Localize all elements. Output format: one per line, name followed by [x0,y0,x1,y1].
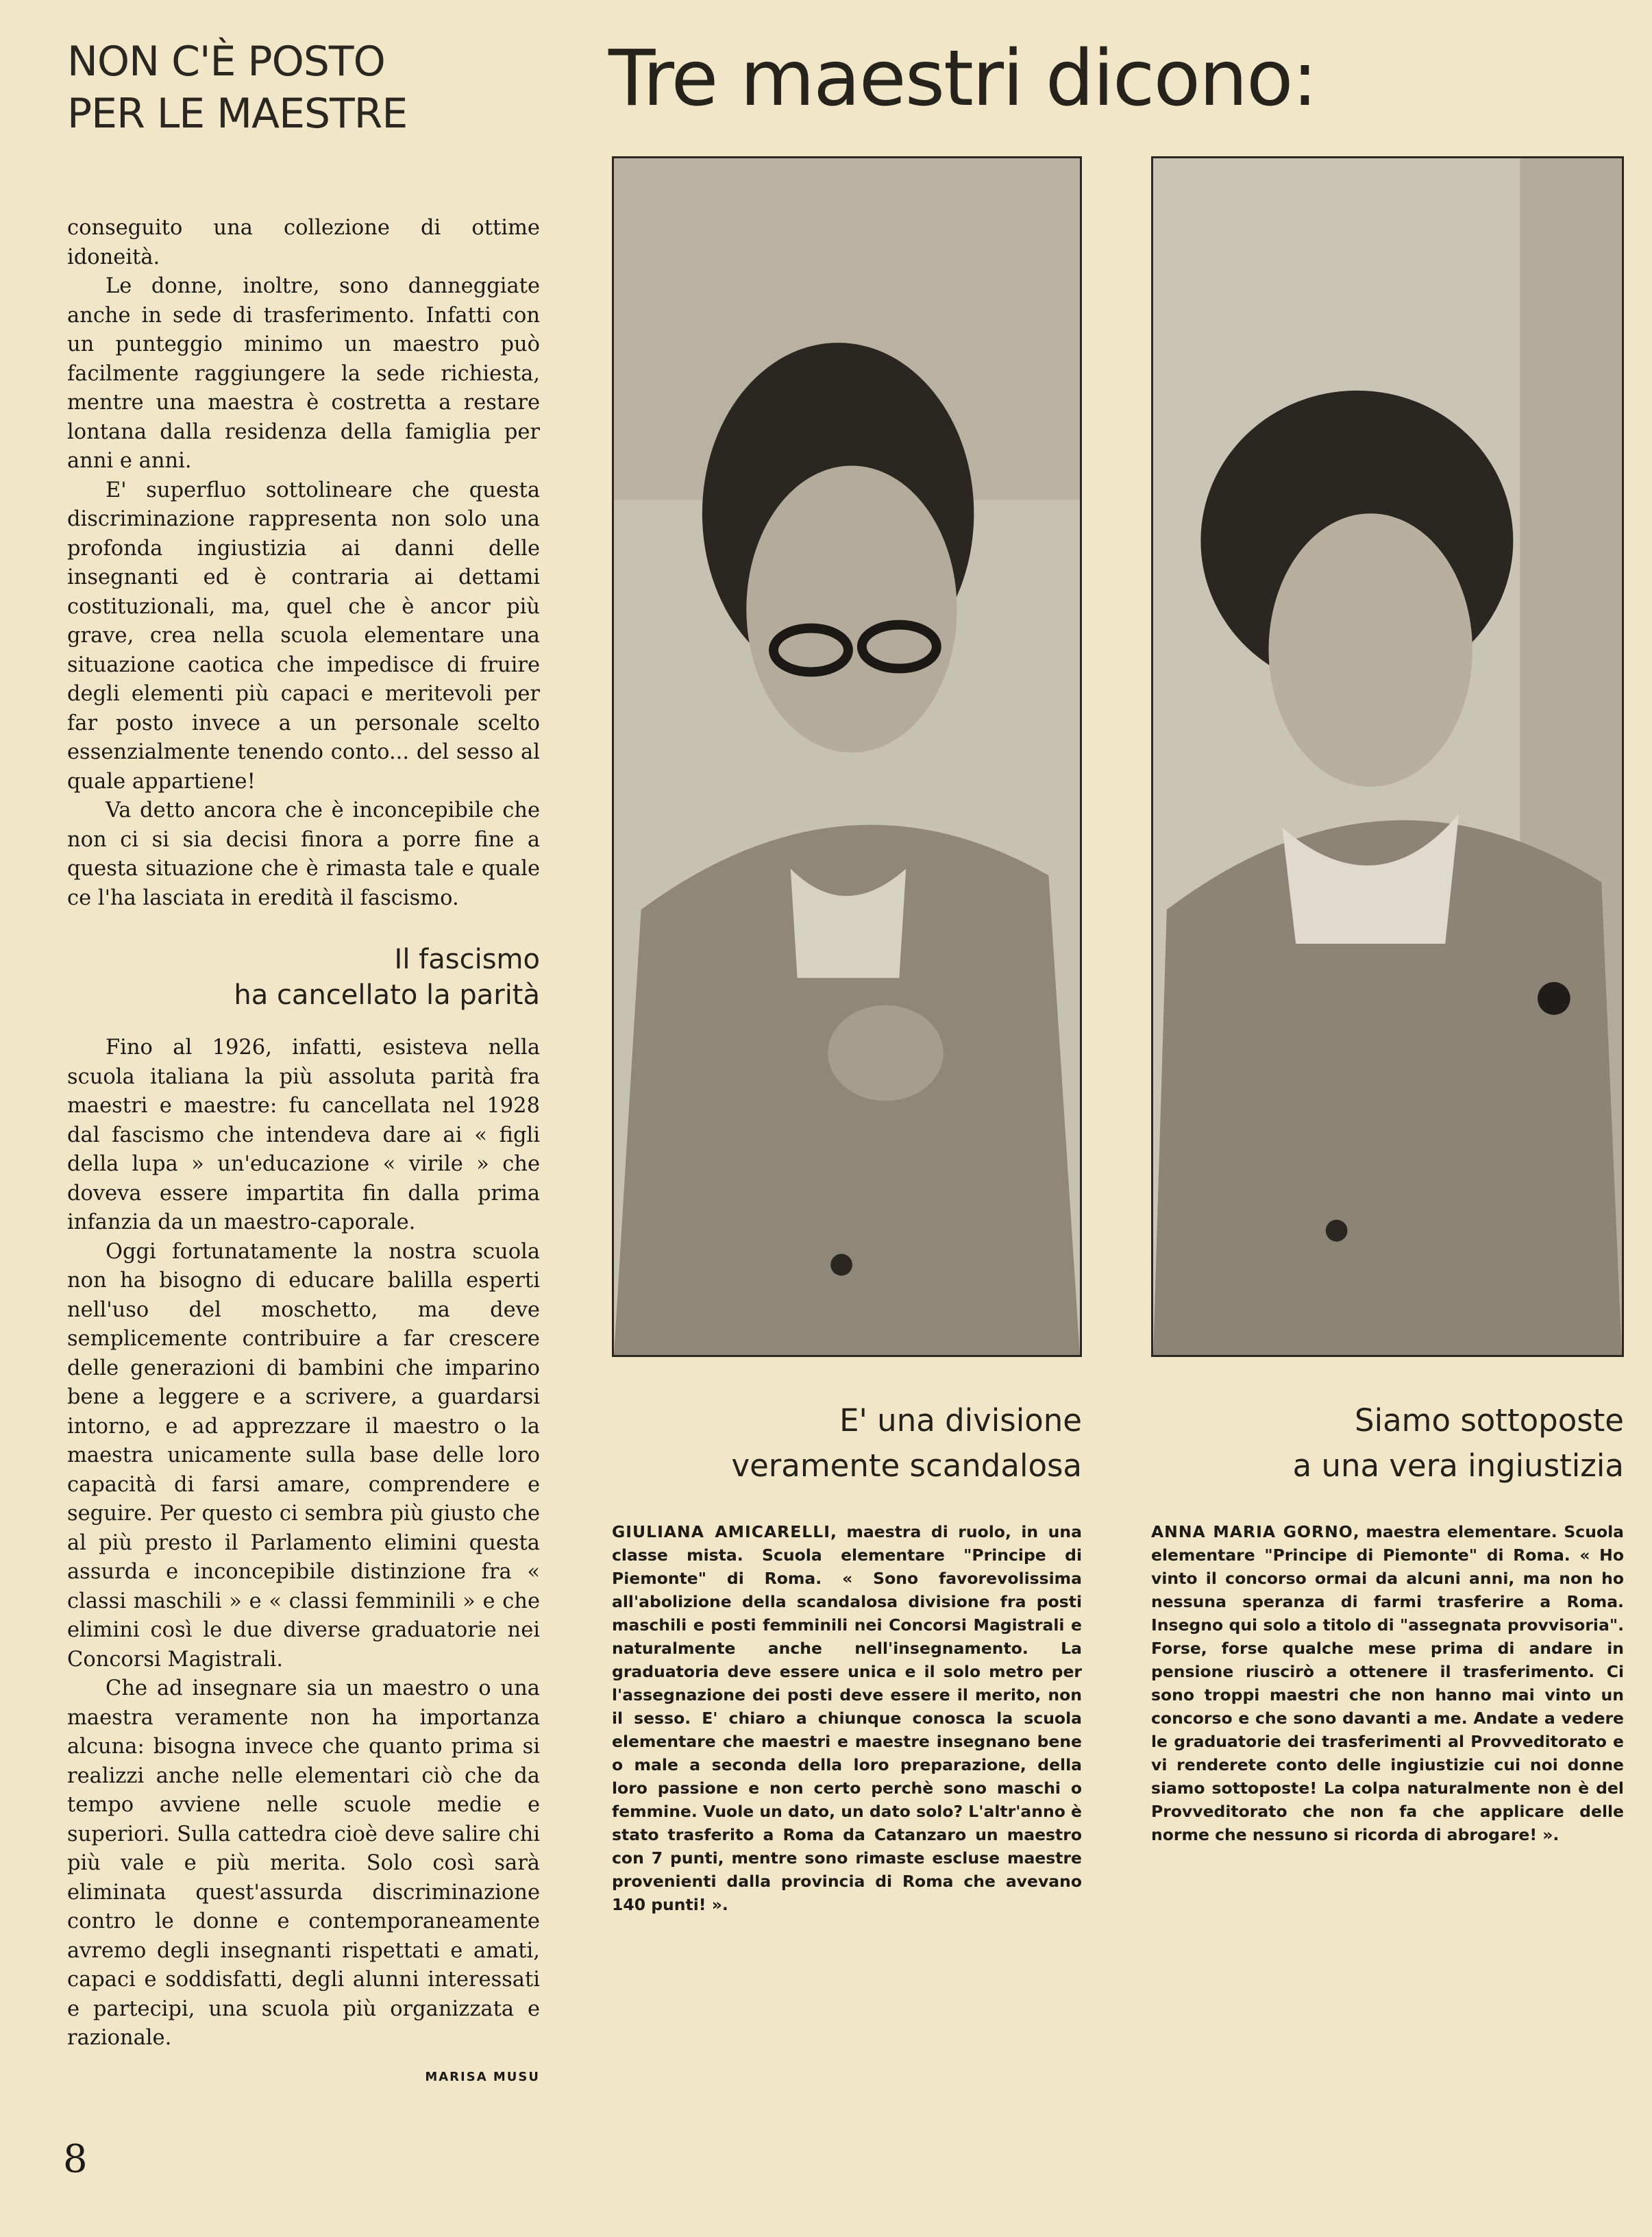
portrait-photo-image [1153,158,1622,1355]
interview-title-line-1: E' una divisione [839,1402,1082,1439]
article-subheading-line-2: ha cancellato la parità [234,979,540,1011]
interview-title-line-2: veramente scandalosa [731,1447,1082,1484]
interview-quote: , maestra elementare. Scuola elementare "Principe di Piemonte" di Roma. « Ho vinto il concorso ormai da alcuni anni, ma non ho nessuna speranza di farmi trasferire a Roma. Insegno qui solo a titolo di "assegnata provvisoria". Forse, forse qualche mese prima di andare in pensione riuscirò a ottenere il trasferimento. Ci sono troppi maestri che non hanno mai vinto un concorso e che sono davanti a me. Andate a vedere le graduatorie dei trasferimenti al Provveditorato e vi renderete conto delle ingiustizie cui noi donne siamo sottoposte! La colpa naturalmente non è del Provveditorato che non fa che applicare delle norme che nessuno si ricorda di abrogare! ». [1151,1522,1624,1844]
interview-title-line-2: a una vera ingiustizia [1292,1447,1624,1484]
article-paragraph: conseguito una collezione di ottime idoneità. [67,216,540,269]
interview-title [612,1398,1082,1489]
interview-title [1151,1398,1624,1489]
page-title: Tre maestri dicono: [608,34,1317,123]
interviewee-name: GIULIANA AMICARELLI [612,1522,830,1541]
article-paragraph: Le donne, inoltre, sono danneggiate anche in sede di trasferimento. Infatti con un punteggio minimo un maestro può facilmente raggiungere la sede richiesta, mentre una maestra è costretta a restare lontana dalla residenza della famiglia per anni e anni. [67,274,540,473]
interviewee-name: ANNA MARIA GORNO [1151,1522,1353,1541]
interview-title-line-1: Siamo sottoposte [1355,1402,1624,1439]
article-paragraph: Fino al 1926, infatti, esisteva nella scuola italiana la più assoluta parità fra maestri e maestre: fu cancellata nel 1928 dal fascismo che intendeva dare ai « figli della lupa » un'educazione « virile » che doveva essere impartita fin dalla prima infanzia da un maestro-caporale. [67,1036,540,1234]
portrait-photo-image [614,158,1080,1355]
portrait-photo [612,156,1082,1357]
article-subheading [67,942,540,1013]
article-paragraph: Oggi fortunatamente la nostra scuola non ha bisogno di educare balilla esperti nell'uso del moschetto, ma deve semplicemente contribuire a far crescere delle generazioni di bambini che imparino bene a leggere e a scrivere, a guardarsi intorno, e ad apprezzare il maestro o la maestra unicamente sulla base delle loro capacità di farsi amare, comprendere e seguire. Per questo ci sembra più giusto che al più presto il Parlamento elimini questa assurda e inconcepibile distinzione fra « classi maschili » e « classi femminili » e che elimini così le due diverse graduatorie nei Concorsi Magistrali. [67,1239,540,1672]
interview-text [612,1520,1082,1916]
section-heading-line-2: PER LE MAESTRE [67,90,408,138]
page-number: 8 [63,2137,88,2181]
article-paragraph: E' superfluo sottolineare che questa discriminazione rappresenta non solo una profonda ingiustizia ai danni delle insegnanti ed è contraria ai dettami costituzionali, ma, quel che è ancor più grave, crea nella scuola elementare una situazione caotica che impedisce di fruire degli elementi più capaci e meritevoli per far posto invece a un personale scelto essenzialmente tenendo conto... del sesso al quale appartiene! [67,478,540,794]
article-paragraph: Va detto ancora che è inconcepibile che non ci si sia decisi finora a porre fine a questa situazione che è rimasta tale e quale ce l'ha lasciata in eredità il fascismo. [67,798,540,910]
section-heading [67,36,478,140]
section-heading-line-1: NON C'È POSTO [67,38,385,86]
article-subheading-line-1: Il fascismo [394,944,540,975]
interview-quote: , maestra di ruolo, in una classe mista. Scuola elementare "Principe di Piemonte" di Roma. « Sono favorevolissima all'abolizione della scandalosa divisione fra posti maschili e posti femminili nei Concorsi Magistrali e naturalmente anche nell'insegnamento. La graduatoria deve essere unica e il solo metro per l'assegnazione dei posti deve essere il merito, non il sesso. E' chiaro a chiunque conosca la scuola elementare che maestri e maestre insegnano bene o male a seconda della loro preparazione, della loro passione e non certo perchè sono maschi o femmine. Vuole un dato, un dato solo? L'altr'anno è stato trasferito a Roma da Catanzaro un maestro con 7 punti, mentre sono rimaste escluse maestre provenienti dalla provincia di Roma che avevano 140 punti! ». [612,1522,1082,1914]
portrait-photo [1151,156,1624,1357]
article-paragraph: Che ad insegnare sia un maestro o una maestra veramente non ha importanza alcuna: bisogna invece che quanto prima si realizzi anche nelle elementari ciò che da tempo avviene nelle scuole medie e superiori. Sulla cattedra cioè deve salire chi più vale e più merita. Solo così sarà eliminata quest'assurda discriminazione contro le donne e contemporaneamente avremo degli insegnanti rispettati e amati, capaci e soddisfatti, degli alunni interessati e partecipi, una scuola più organizzata e razionale. [67,1676,540,2050]
interview-text [1151,1520,1624,1846]
article-column [67,214,540,2092]
article-byline: MARISA MUSU [425,2069,540,2084]
